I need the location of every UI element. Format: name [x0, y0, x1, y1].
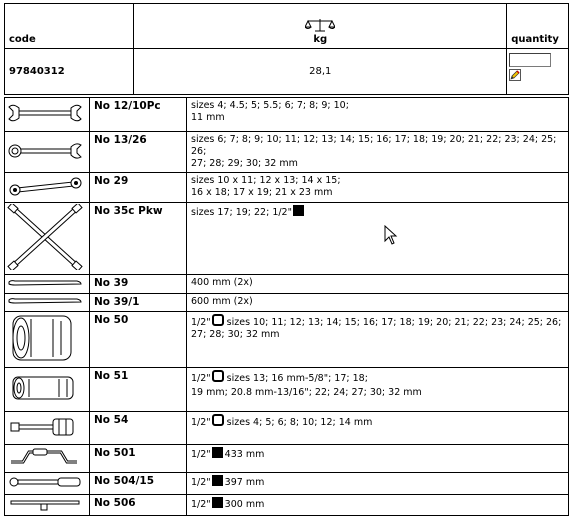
- tool-description: 400 mm (2x): [187, 275, 569, 294]
- tool-description: 1/2" sizes 13; 16 mm-5/8"; 17; 18; 19 mm; 20.8 mm-13/16"; 22; 24; 27; 30; 32 mm: [187, 368, 569, 412]
- table-row: [5, 294, 569, 312]
- cross-wheel-wrench-icon: [7, 204, 83, 270]
- square-drive-icon: [212, 475, 223, 486]
- scale-icon: [305, 18, 335, 32]
- product-code: 97840312: [5, 49, 134, 95]
- tool-description: 1/2" 433 mm: [187, 445, 569, 473]
- flare-nut-wrench-icon: [7, 174, 83, 198]
- socket-icon: [7, 313, 83, 363]
- tool-description: sizes 4; 4.5; 5; 5.5; 6; 7; 8; 9; 10; 11 mm: [187, 98, 569, 132]
- tool-list-table: [4, 97, 569, 516]
- tool-name: No 501: [90, 445, 187, 473]
- order-header-table: [4, 3, 569, 95]
- code-header-cell: [5, 4, 134, 49]
- tool-description: sizes 10 x 11; 12 x 13; 14 x 15; 16 x 18; 17 x 19; 21 x 23 mm: [187, 173, 569, 203]
- table-row: [5, 312, 569, 368]
- quantity-header-cell: [507, 4, 569, 49]
- table-row: [5, 275, 569, 294]
- tool-name: No 35c Pkw: [90, 203, 187, 275]
- tool-description: 1/2" sizes 10; 11; 12; 13; 14; 15; 16; 17; 18; 19; 20; 21; 22; 23; 24; 25; 26; 27; 28; 30; 32 mm: [187, 312, 569, 368]
- pencil-icon[interactable]: [509, 69, 521, 81]
- weight-value: 28,1: [134, 49, 507, 95]
- tool-name: No 39/1: [90, 294, 187, 312]
- square-drive-icon: [212, 447, 223, 458]
- square-drive-socket-icon: [212, 370, 224, 382]
- square-drive-icon: [293, 205, 304, 216]
- tool-description: 1/2" sizes 4; 5; 6; 8; 10; 12; 14 mm: [187, 412, 569, 445]
- extension-bar-icon: [7, 414, 83, 440]
- tool-description: 1/2" 300 mm: [187, 495, 569, 516]
- mouse-pointer-icon: [384, 225, 398, 245]
- t-handle-icon: [7, 497, 83, 511]
- tool-name: No 39: [90, 275, 187, 294]
- tool-name: No 506: [90, 495, 187, 516]
- quantity-cell: [507, 49, 569, 95]
- deep-socket-icon: [7, 369, 83, 407]
- table-row: [5, 203, 569, 275]
- table-row: [5, 412, 569, 445]
- table-row: [5, 445, 569, 473]
- speed-brace-icon: [7, 446, 83, 468]
- tool-name: No 504/15: [90, 473, 187, 495]
- tool-name: No 54: [90, 412, 187, 445]
- table-row: [5, 132, 569, 173]
- kg-header: kg: [313, 34, 328, 45]
- quantity-input[interactable]: [509, 53, 551, 67]
- code-header: code: [9, 34, 36, 45]
- kg-header-cell: [134, 4, 507, 49]
- table-row: [5, 495, 569, 516]
- tool-description: sizes 17; 19; 22; 1/2": [187, 203, 569, 275]
- combination-wrench-icon: [7, 138, 83, 164]
- tyre-lever-icon: [7, 277, 83, 289]
- table-row: [5, 473, 569, 495]
- tool-description: 600 mm (2x): [187, 294, 569, 312]
- square-drive-socket-icon: [212, 414, 224, 426]
- table-row: [5, 98, 569, 132]
- tool-name: No 13/26: [90, 132, 187, 173]
- tyre-lever-long-icon: [7, 295, 83, 307]
- square-drive-icon: [212, 497, 223, 508]
- tool-description: sizes 6; 7; 8; 9; 10; 11; 12; 13; 14; 15; 16; 17; 18; 19; 20; 21; 22; 23; 24; 25; 26; 27; 28; 29; 30; 32 mm: [187, 132, 569, 173]
- breaker-bar-icon: [7, 474, 83, 490]
- square-drive-socket-icon: [212, 314, 224, 326]
- tool-name: No 50: [90, 312, 187, 368]
- tool-description: 1/2" 397 mm: [187, 473, 569, 495]
- quantity-header: quantity: [511, 34, 559, 45]
- tool-name: No 12/10Pc: [90, 98, 187, 132]
- table-row: [5, 173, 569, 203]
- open-end-wrench-icon: [7, 99, 83, 127]
- table-row: [5, 368, 569, 412]
- tool-name: No 51: [90, 368, 187, 412]
- tool-name: No 29: [90, 173, 187, 203]
